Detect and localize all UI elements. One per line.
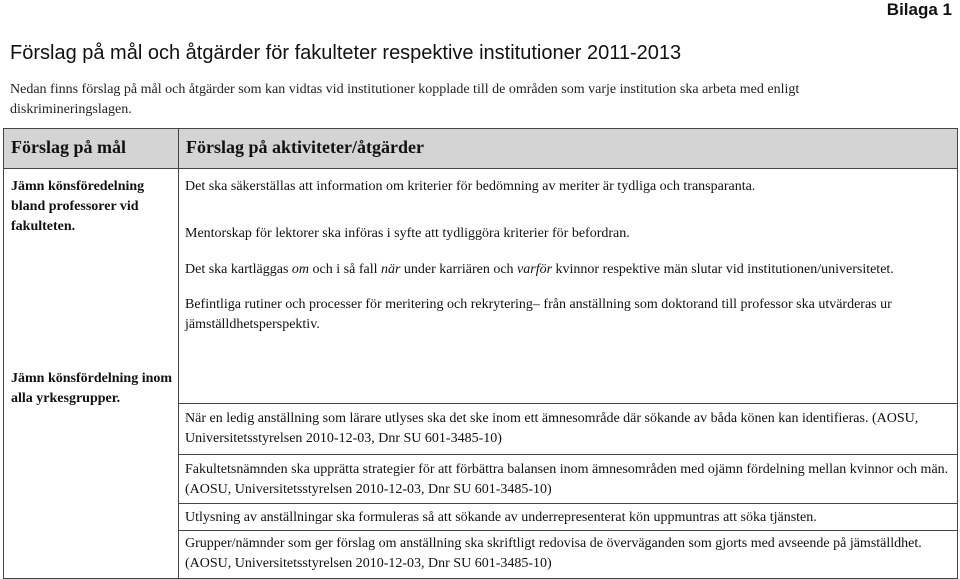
header-cell-actions xyxy=(179,129,958,169)
action-item: Det ska kartläggas om och i så fall när under karriären och varför kvinnor respektive män slutar vid institutionen/universitetet. xyxy=(185,262,894,277)
goal-professors: Jämn könsföredelning bland professorer vid fakulteten. xyxy=(11,179,145,234)
actions-cell xyxy=(179,404,958,455)
action-item: Befintliga rutiner och processer för meritering och rekrytering– från anställning som doktorand till professor ska utvärderas ur jämställdhetsperspektiv. xyxy=(185,297,892,332)
column-header-actions: Förslag på aktiviteter/åtgärder xyxy=(186,137,424,157)
table-header-row xyxy=(4,129,958,169)
emphasis-nar: när xyxy=(380,262,401,277)
table-row xyxy=(4,169,958,404)
action-item: Fakultetsnämnden ska upprätta strategier för att förbättra balansen inom ämnesområden med ojämn fördelning mellan kvinnor och män. (AOSU, Universitetsstyrelsen 2010-12-03, Dnr SU 601-3485-10) xyxy=(185,462,949,497)
actions-cell xyxy=(179,531,958,579)
actions-cell xyxy=(179,504,958,531)
action-item: Mentorskap för lektorer ska införas i syfte att tydliggöra kriterier för befordran. xyxy=(185,226,630,241)
action-item: När en ledig anställning som lärare utlyses ska det ske inom ett ämnesområde där sökande av båda könen kan identifieras. (AOSU, Universitetsstyrelsen 2010-12-03, Dnr SU 601-3485-10) xyxy=(185,411,919,446)
action-item: Utlysning av anställningar ska formuleras så att sökande av underrepresenterat kön uppmuntras att söka tjänsten. xyxy=(185,510,817,525)
document-title: Förslag på mål och åtgärder för fakulteter respektive institutioner 2011-2013 xyxy=(10,42,682,64)
goal-all-staff: Jämn könsfördelning inom alla yrkesgrupper. xyxy=(11,371,173,406)
intro-paragraph: Nedan finns förslag på mål och åtgärder som kan vidtas vid institutioner kopplade till de områden som varje institution ska arbeta med enligt diskrimineringslagen. xyxy=(10,82,800,117)
appendix-label: Bilaga 1 xyxy=(886,0,952,19)
column-header-goals: Förslag på mål xyxy=(11,137,126,157)
actions-cell-group-1 xyxy=(179,169,958,404)
goals-actions-table xyxy=(3,128,958,579)
action-item: Grupper/nämnder som ger förslag om anställning ska skriftligt redovisa de överväganden som gjorts med avseende på jämställdhet. (AOSU, Universitetsstyrelsen 2010-12-03, Dnr SU 601-3485-10) xyxy=(185,536,922,571)
emphasis-varfor: varför xyxy=(517,262,553,277)
goals-cell xyxy=(4,169,179,579)
header-cell-goals xyxy=(4,129,179,169)
emphasis-om: om xyxy=(291,262,310,277)
action-item: Det ska säkerställas att information om kriterier för bedömning av meriter är tydliga och transparanta. xyxy=(185,179,756,194)
actions-cell xyxy=(179,455,958,504)
